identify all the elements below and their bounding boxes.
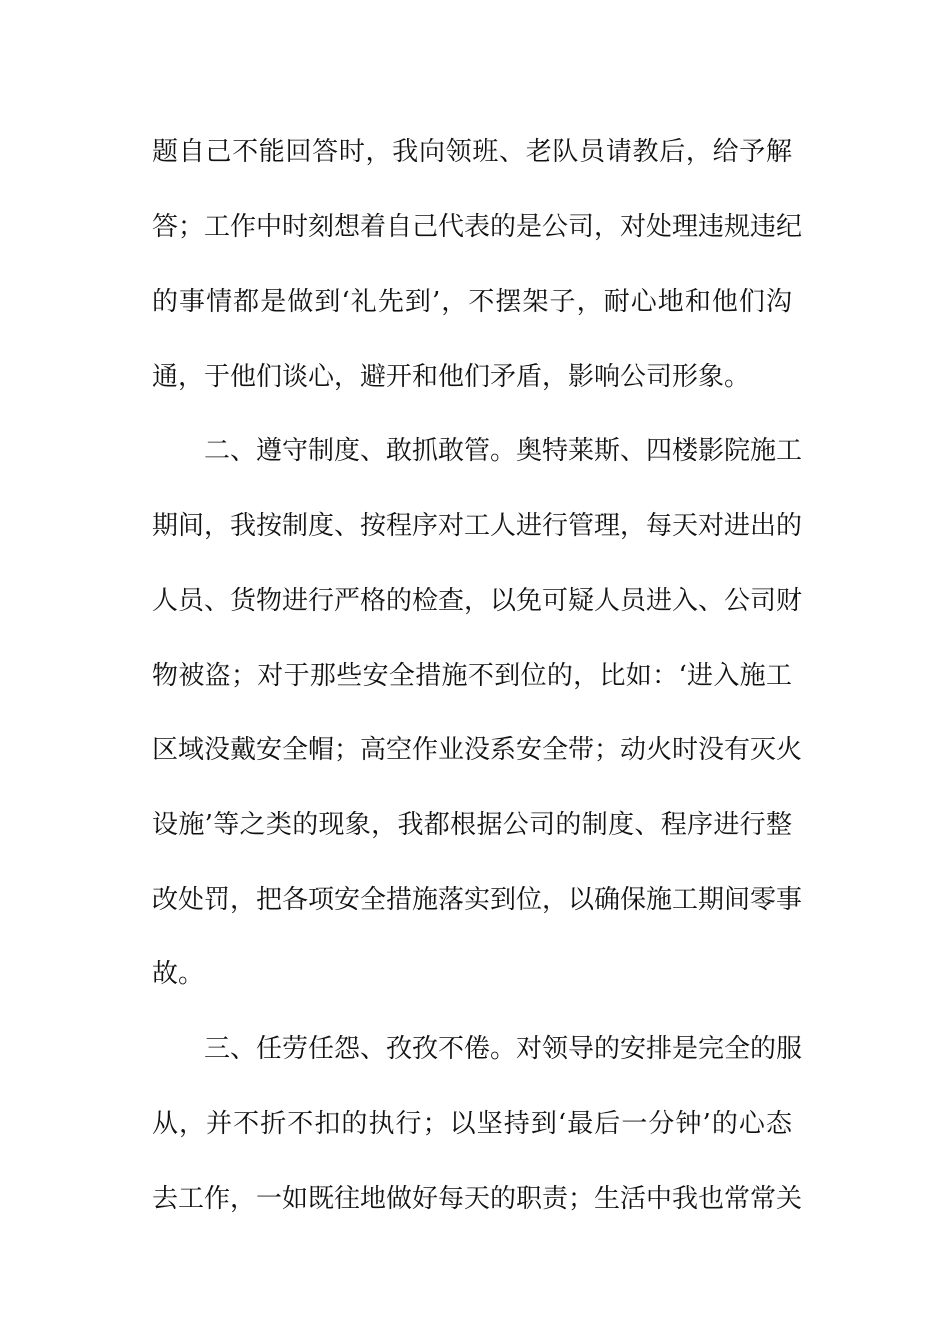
text-line: 去工作，一如既往地做好每天的职责；生活中我也常常关 [152, 1184, 803, 1214]
text-line: 人员、货物进行严格的检查，以免可疑人员进入、公司财 [152, 586, 803, 616]
text-line: 改处罚，把各项安全措施落实到位，以确保施工期间零事 [152, 885, 803, 915]
text-line: 故。 [152, 959, 205, 989]
text-line: 的事情都是做到‘礼先到’，不摆架子，耐心地和他们沟 [152, 287, 792, 317]
text-line: 物被盗；对于那些安全措施不到位的，比如：‘进入施工 [152, 661, 792, 691]
text-line: 答；工作中时刻想着自己代表的是公司，对处理违规违纪 [152, 212, 803, 242]
text-line: 通，于他们谈心，避开和他们矛盾，影响公司形象。 [152, 362, 751, 392]
text-line: 题自己不能回答时，我向领班、老队员请教后，给予解 [152, 137, 792, 167]
text-line: 三、任劳任怨、孜孜不倦。对领导的安排是完全的服 [204, 1034, 803, 1064]
text-line: 区域没戴安全帽；高空作业没系安全带；动火时没有灭火 [152, 735, 803, 765]
text-line: 从，并不折不扣的执行；以坚持到‘最后一分钟’的心态 [152, 1109, 792, 1139]
text-line: 二、遵守制度、敢抓敢管。奥特莱斯、四楼影院施工 [204, 436, 803, 466]
text-line: 设施’等之类的现象，我都根据公司的制度、程序进行整 [152, 810, 792, 840]
text-line: 期间，我按制度、按程序对工人进行管理，每天对进出的 [152, 511, 803, 541]
